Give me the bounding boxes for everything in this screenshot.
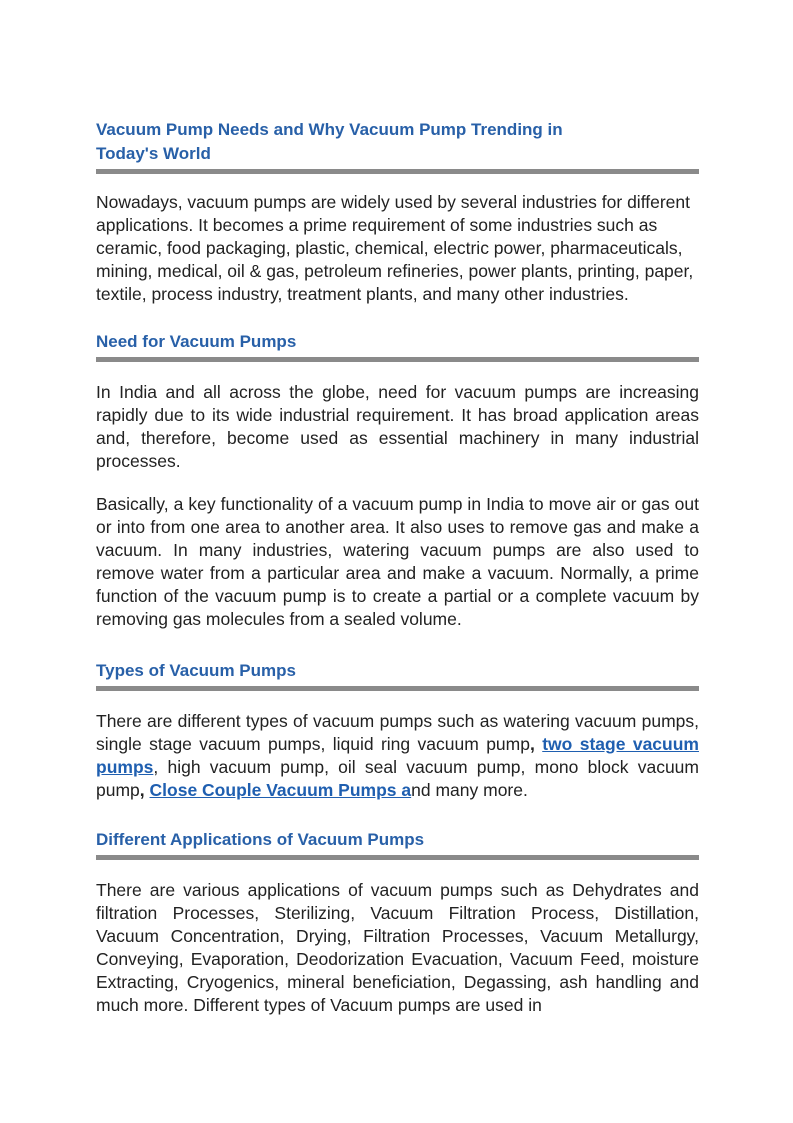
types-comma-1: , xyxy=(529,734,535,754)
types-text-a: There are different types of vacuum pumps such as watering vacuum pumps, single stage vacuum pumps, liquid ring vacuum pump xyxy=(96,711,699,754)
need-paragraph-2: Basically, a key functionality of a vacuum pump in India to move air or gas out or into from one area to another area. It also uses to remove gas and make a vacuum. In many industries, watering vacuum pumps are also used to remove water from a particular area and make a vacuum. Normally, a prime function of the vacuum pump is to create a partial or a complete vacuum by removing gas molecules from a sealed volume. xyxy=(96,494,699,629)
types-comma-2: , xyxy=(139,780,145,800)
applications-divider xyxy=(96,855,699,860)
types-paragraph xyxy=(96,710,699,802)
document-page xyxy=(96,118,699,1017)
types-text-b: , high vacuum pump, oil seal vacuum pump, mono block vacuum pump xyxy=(96,757,699,800)
two-stage-vacuum-pumps-link[interactable]: two stage vacuum pumps xyxy=(96,734,699,777)
types-heading: Types of Vacuum Pumps xyxy=(96,661,296,680)
close-couple-vacuum-pumps-link[interactable]: Close Couple Vacuum Pumps a xyxy=(149,780,412,800)
need-divider xyxy=(96,357,699,362)
types-divider xyxy=(96,686,699,691)
need-heading: Need for Vacuum Pumps xyxy=(96,332,297,351)
applications-paragraph: There are various applications of vacuum pumps such as Dehydrates and filtration Processes, Sterilizing, Vacuum Filtration Process, Distillation, Vacuum Concentration, Drying, Filtration Processes, Vacuum Metallurgy, Conveying, Evaporation, Deodorization Evacuation, Vacuum Feed, moisture Extracting, Cryogenics, mineral beneficiation, Degassing, ash handling and much more. Different types of Vacuum pumps are used in xyxy=(96,880,699,1015)
title-divider xyxy=(96,169,699,174)
applications-heading: Different Applications of Vacuum Pumps xyxy=(96,830,425,849)
need-paragraph-1: In India and all across the globe, need for vacuum pumps are increasing rapidly due to its wide industrial requirement. It has broad application areas and, therefore, become used as essential machinery in many industrial processes. xyxy=(96,382,699,471)
intro-paragraph: Nowadays, vacuum pumps are widely used by several industries for different applications. It becomes a prime requirement of some industries such as ceramic, food packaging, plastic, chemical, electric power, pharmaceuticals, mining, medical, oil & gas, petroleum refineries, power plants, printing, paper, textile, process industry, treatment plants, and many other industries. xyxy=(96,192,694,304)
types-text-c: nd many more. xyxy=(411,780,528,800)
page-title: Vacuum Pump Needs and Why Vacuum Pump Trending in Today's World xyxy=(96,120,563,163)
